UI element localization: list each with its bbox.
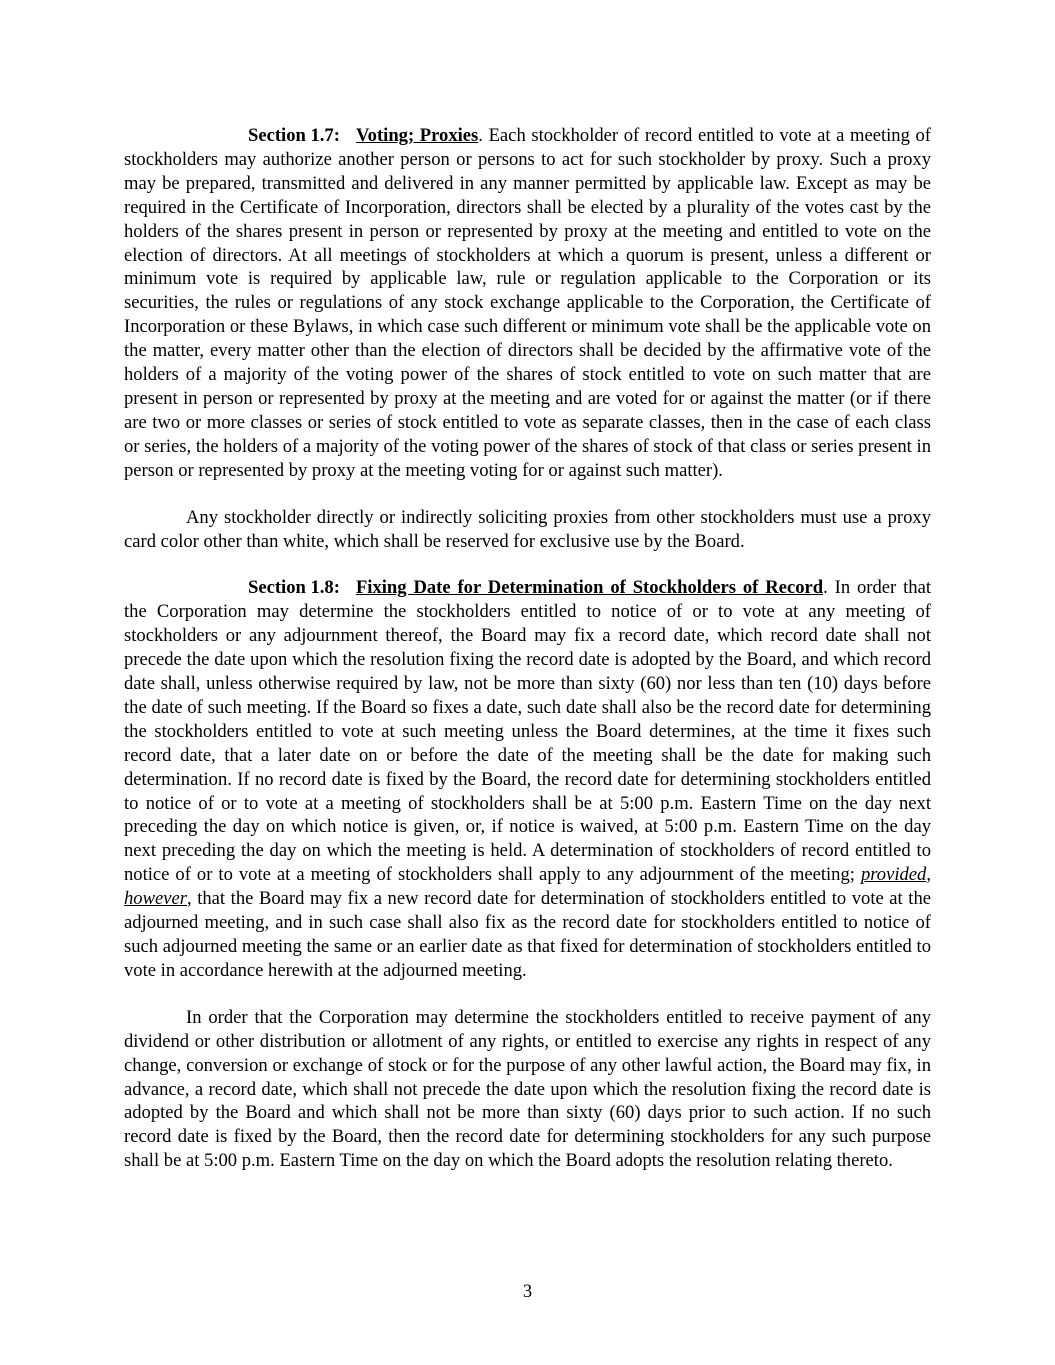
section-1-8-title-period: . — [823, 577, 828, 599]
document-page — [124, 124, 931, 1196]
section-1-7-heading — [186, 125, 478, 146]
provided-however-comma: , — [926, 864, 931, 886]
section-1-8-title: Fixing Date for Determination of Stockholders of Record — [355, 577, 824, 599]
section-1-7-proxy-card-paragraph: Any stockholder directly or indirectly soliciting proxies from other stockholders must use a proxy card color other than white, which shall be reserved for exclusive use by the Board. — [124, 506, 931, 552]
page-number: 3 — [522, 1281, 533, 1302]
section-1-8-body-b: , that the Board may fix a new record date for determination of stockholders entitled to vote at the adjourned meeting, and in such case shall also fix as the record date for stockholders entitled to notice of such adjourned meeting the same or an earlier date as that fixed for determination of stockholders entitled to vote in accordance herewith at the adjourned meeting. — [124, 888, 931, 981]
however-term: however — [124, 888, 187, 910]
section-1-8-dividend-record-date-paragraph: In order that the Corporation may determine the stockholders entitled to receive payment of any dividend or other distribution or allotment of any rights, or entitled to exercise any rights in respect of any change, conversion or exchange of stock or for the purpose of any other lawful action, the Board may fix, in advance, a record date, which shall not precede the date upon which the resolution fixing the record date is adopted by the Board and which shall not be more than sixty (60) days prior to such action. If no such record date is fixed by the Board, then the record date for determining stockholders for any such purpose shall be at 5:00 p.m. Eastern Time on the day on which the Board adopts the resolution relating thereto. — [124, 1006, 931, 1172]
provided-term: provided — [860, 864, 927, 886]
section-1-8-paragraph — [124, 576, 931, 982]
section-1-7-paragraph — [124, 124, 931, 483]
section-1-8-number: Section 1.8: — [248, 577, 340, 599]
section-1-7-title: Voting; Proxies — [355, 125, 479, 146]
section-1-7-number: Section 1.7: — [248, 125, 340, 146]
section-1-8-heading — [186, 577, 823, 598]
section-1-7-title-period: . — [478, 125, 483, 146]
section-1-8-body-a: In order that the Corporation may determine the stockholders entitled to notice of or to vote at any meeting of stockholders or any adjournment thereof, the Board may fix a record date, which record date shall not precede the date upon which the resolution fixing the record date is adopted by the Board, and which record date shall, unless otherwise required by law, not be more than sixty (60) nor less than ten (10) days before the date of such meeting. If the Board so fixes a date, such date shall also be the record date for determining the stockholders entitled to vote at such meeting unless the Board determines, at the time it fixes such record date, that a later date on or before the date of the meeting shall be the date for making such determination. If no record date is fixed by the Board, the record date for determining stockholders entitled to notice of or to vote at a meeting of stockholders shall be at 5:00 p.m. Eastern Time on the day next preceding the day on which notice is given, or, if notice is waived, at 5:00 p.m. Eastern Time on the day next preceding the day on which the meeting is held. A determination of stockholders of record entitled to notice of or to vote at a meeting of stockholders shall apply to any adjournment of the meeting; — [124, 577, 931, 886]
section-1-7-body: Each stockholder of record entitled to vote at a meeting of stockholders may authorize another person or persons to act for such stockholder by proxy. Such a proxy may be prepared, transmitted and delivered in any manner permitted by applicable law. Except as may be required in the Certificate of Incorporation, directors shall be elected by a plurality of the votes cast by the holders of the shares present in person or represented by proxy at the meeting and entitled to vote on the election of directors. At all meetings of stockholders at which a quorum is present, unless a different or minimum vote is required by applicable law, rule or regulation applicable to the Corporation or its securities, the rules or regulations of any stock exchange applicable to the Corporation, the Certificate of Incorporation or these Bylaws, in which case such different or minimum vote shall be the applicable vote on the matter, every matter other than the election of directors shall be decided by the affirmative vote of the holders of a majority of the voting power of the shares of stock entitled to vote on such matter that are present in person or represented by proxy at the meeting and are voted for or against the matter (or if there are two or more classes or series of stock entitled to vote as separate classes, then in the case of each class or series, the holders of a majority of the voting power of the shares of stock of that class or series present in person or represented by proxy at the meeting voting for or against such matter). — [124, 125, 931, 481]
